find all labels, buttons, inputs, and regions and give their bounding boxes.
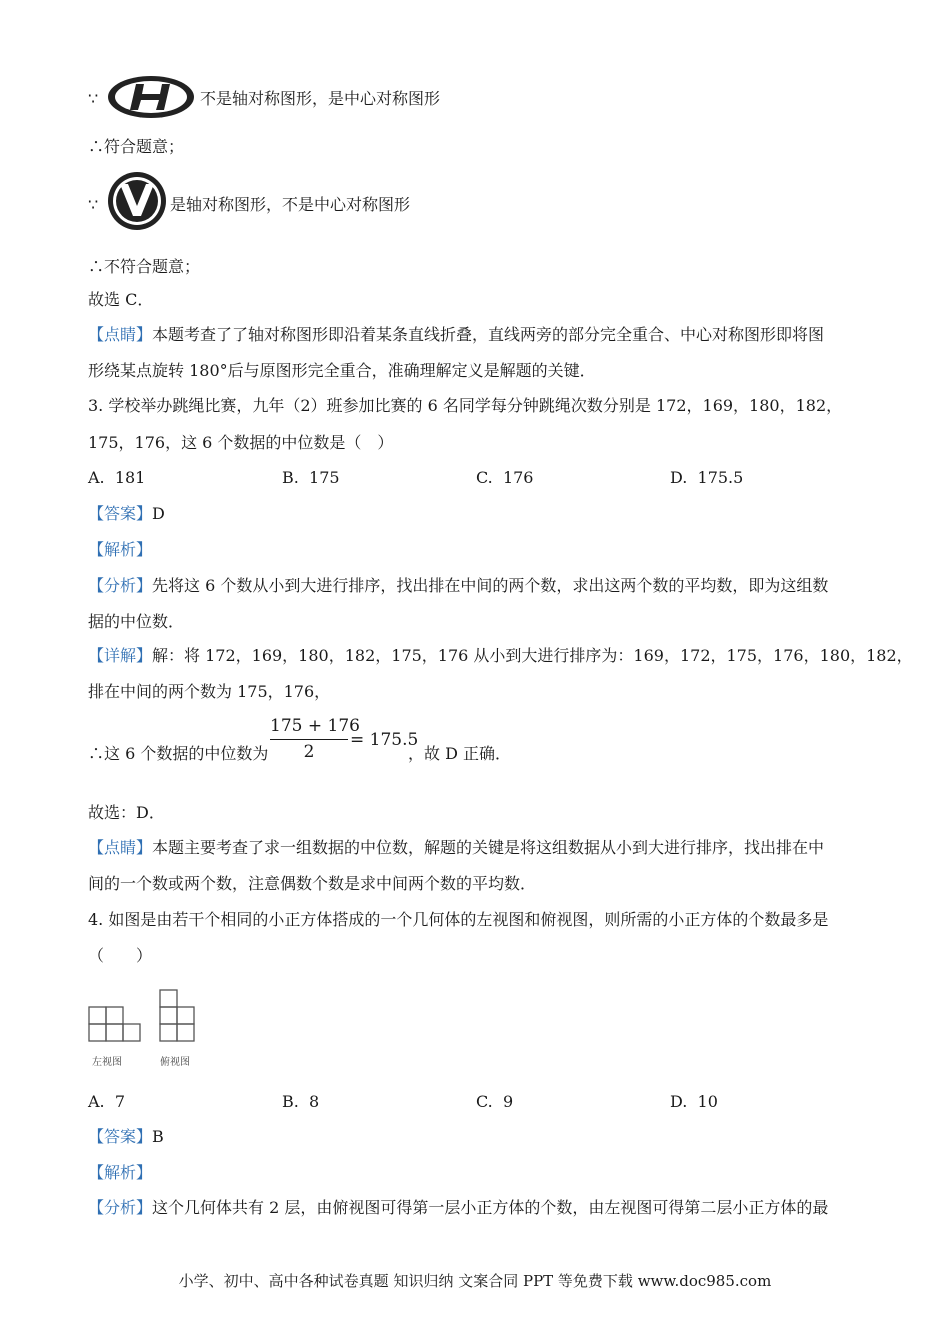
fraction-result: = 175.5 [350,730,419,750]
q3-stem-line-2: 175，176，这 6 个数据的中位数是（ ） [88,433,394,452]
q3-choice: 故选：D． [88,803,165,822]
analysis-text-2: 这个几何体共有 2 层，由俯视图可得第一层小正方体的个数，由左视图可得第二层小正方体的最 [152,1198,829,1217]
analysis-tag: 【分析】 [88,576,153,595]
q3-analysis-heading: 【解析】 [88,540,153,559]
q3-remark-line-1 [88,838,824,858]
detail-text: 解：将 172，169，180，182，175，176 从小到大进行排序为：169，172，175，176，180，182， [152,646,913,665]
choice-text: 故选 C． [88,290,154,309]
because-symbol-2: ∵ [88,195,99,214]
q4-stem-line-1: 4. 如图是由若干个相同的小正方体搭成的一个几何体的左视图和俯视图，则所需的小正方体的个数最多是 [88,910,829,929]
remark-tag-2: 【点睛】 [88,838,153,857]
top-view-figure [160,990,194,1041]
median-fraction [270,716,360,762]
answer-value: D [152,504,165,523]
q3-detail-line-1 [88,646,913,666]
q3-option-b: B. 175 [282,468,340,487]
q3-answer [88,504,165,524]
analysis-tag-2: 【分析】 [88,1198,153,1217]
remark-text-2: 本题主要考查了求一组数据的中位数，解题的关键是将这组数据从小到大进行排序，找出排在中 [152,838,825,857]
fraction-denominator: 2 [303,742,315,762]
remark-tag: 【点睛】 [88,325,153,344]
q3-median-prefix: ∴这 6 个数据的中位数为 [88,744,269,763]
left-view-figure [89,1007,140,1041]
hyundai-conclusion-text: 不是轴对称图形，是中心对称图形 [200,89,441,108]
q3-stem-line-1: 3. 学校举办跳绳比赛，九年（2）班参加比赛的 6 名同学每分钟跳绳次数分别是 172，169，180，182， [88,396,843,415]
q3-option-c: C. 176 [476,468,534,487]
left-view-label: 左视图 [92,1057,122,1068]
q3-remark-line-2: 间的一个数或两个数，注意偶数个数是求中间两个数的平均数． [88,874,537,893]
remark-text: 本题考查了了轴对称图形即沿着某条直线折叠，直线两旁的部分完全重合、中心对称图形即将图 [152,325,825,344]
not-fit-text: ∴不符合题意； [88,257,201,276]
q3-analysis-line-2: 据的中位数． [88,612,185,631]
q4-analysis-line-1 [88,1198,828,1218]
vw-conclusion-text: 是轴对称图形，不是中心对称图形 [170,195,411,214]
fits-condition-text: ∴符合题意； [88,137,185,156]
q4-analysis-heading: 【解析】 [88,1163,153,1182]
q4-option-a: A. 7 [88,1092,125,1111]
analysis-text: 先将这 6 个数从小到大进行排序，找出排在中间的两个数，求出这两个数的平均数，即为这组数 [152,576,829,595]
fraction-numerator: 175 + 176 [270,716,360,736]
q4-option-d: D. 10 [670,1092,718,1111]
volkswagen-logo-icon [106,170,168,232]
q3-median-suffix: ，故 D 正确． [408,744,512,763]
detail-tag: 【详解】 [88,646,153,665]
q4-answer [88,1127,164,1147]
q4-stem-line-2: （ ） [88,946,153,965]
q3-detail-line-2: 排在中间的两个数为 175，176， [88,682,331,701]
answer-value-2: B [152,1127,164,1146]
q3-option-a: A. 181 [88,468,146,487]
q4-option-c: C. 9 [476,1092,514,1111]
page-footer: 小学、初中、高中各种试卷真题 知识归纳 文案合同 PPT 等免费下载 www.doc985.com [178,1272,772,1290]
q3-option-d: D. 175.5 [670,468,744,487]
q3-analysis-line-1 [88,576,828,596]
top-view-label: 俯视图 [160,1057,190,1068]
hyundai-logo-icon [106,74,196,120]
q4-option-b: B. 8 [282,1092,320,1111]
answer-tag: 【答案】 [88,504,153,523]
because-symbol: ∵ [88,89,99,108]
cube-views-figure [86,985,206,1045]
answer-tag-2: 【答案】 [88,1127,153,1146]
q2-remark-line-1 [88,325,824,345]
q2-remark-line-2: 形绕某点旋转 180°后与原图形完全重合，准确理解定义是解题的关键． [88,361,596,380]
